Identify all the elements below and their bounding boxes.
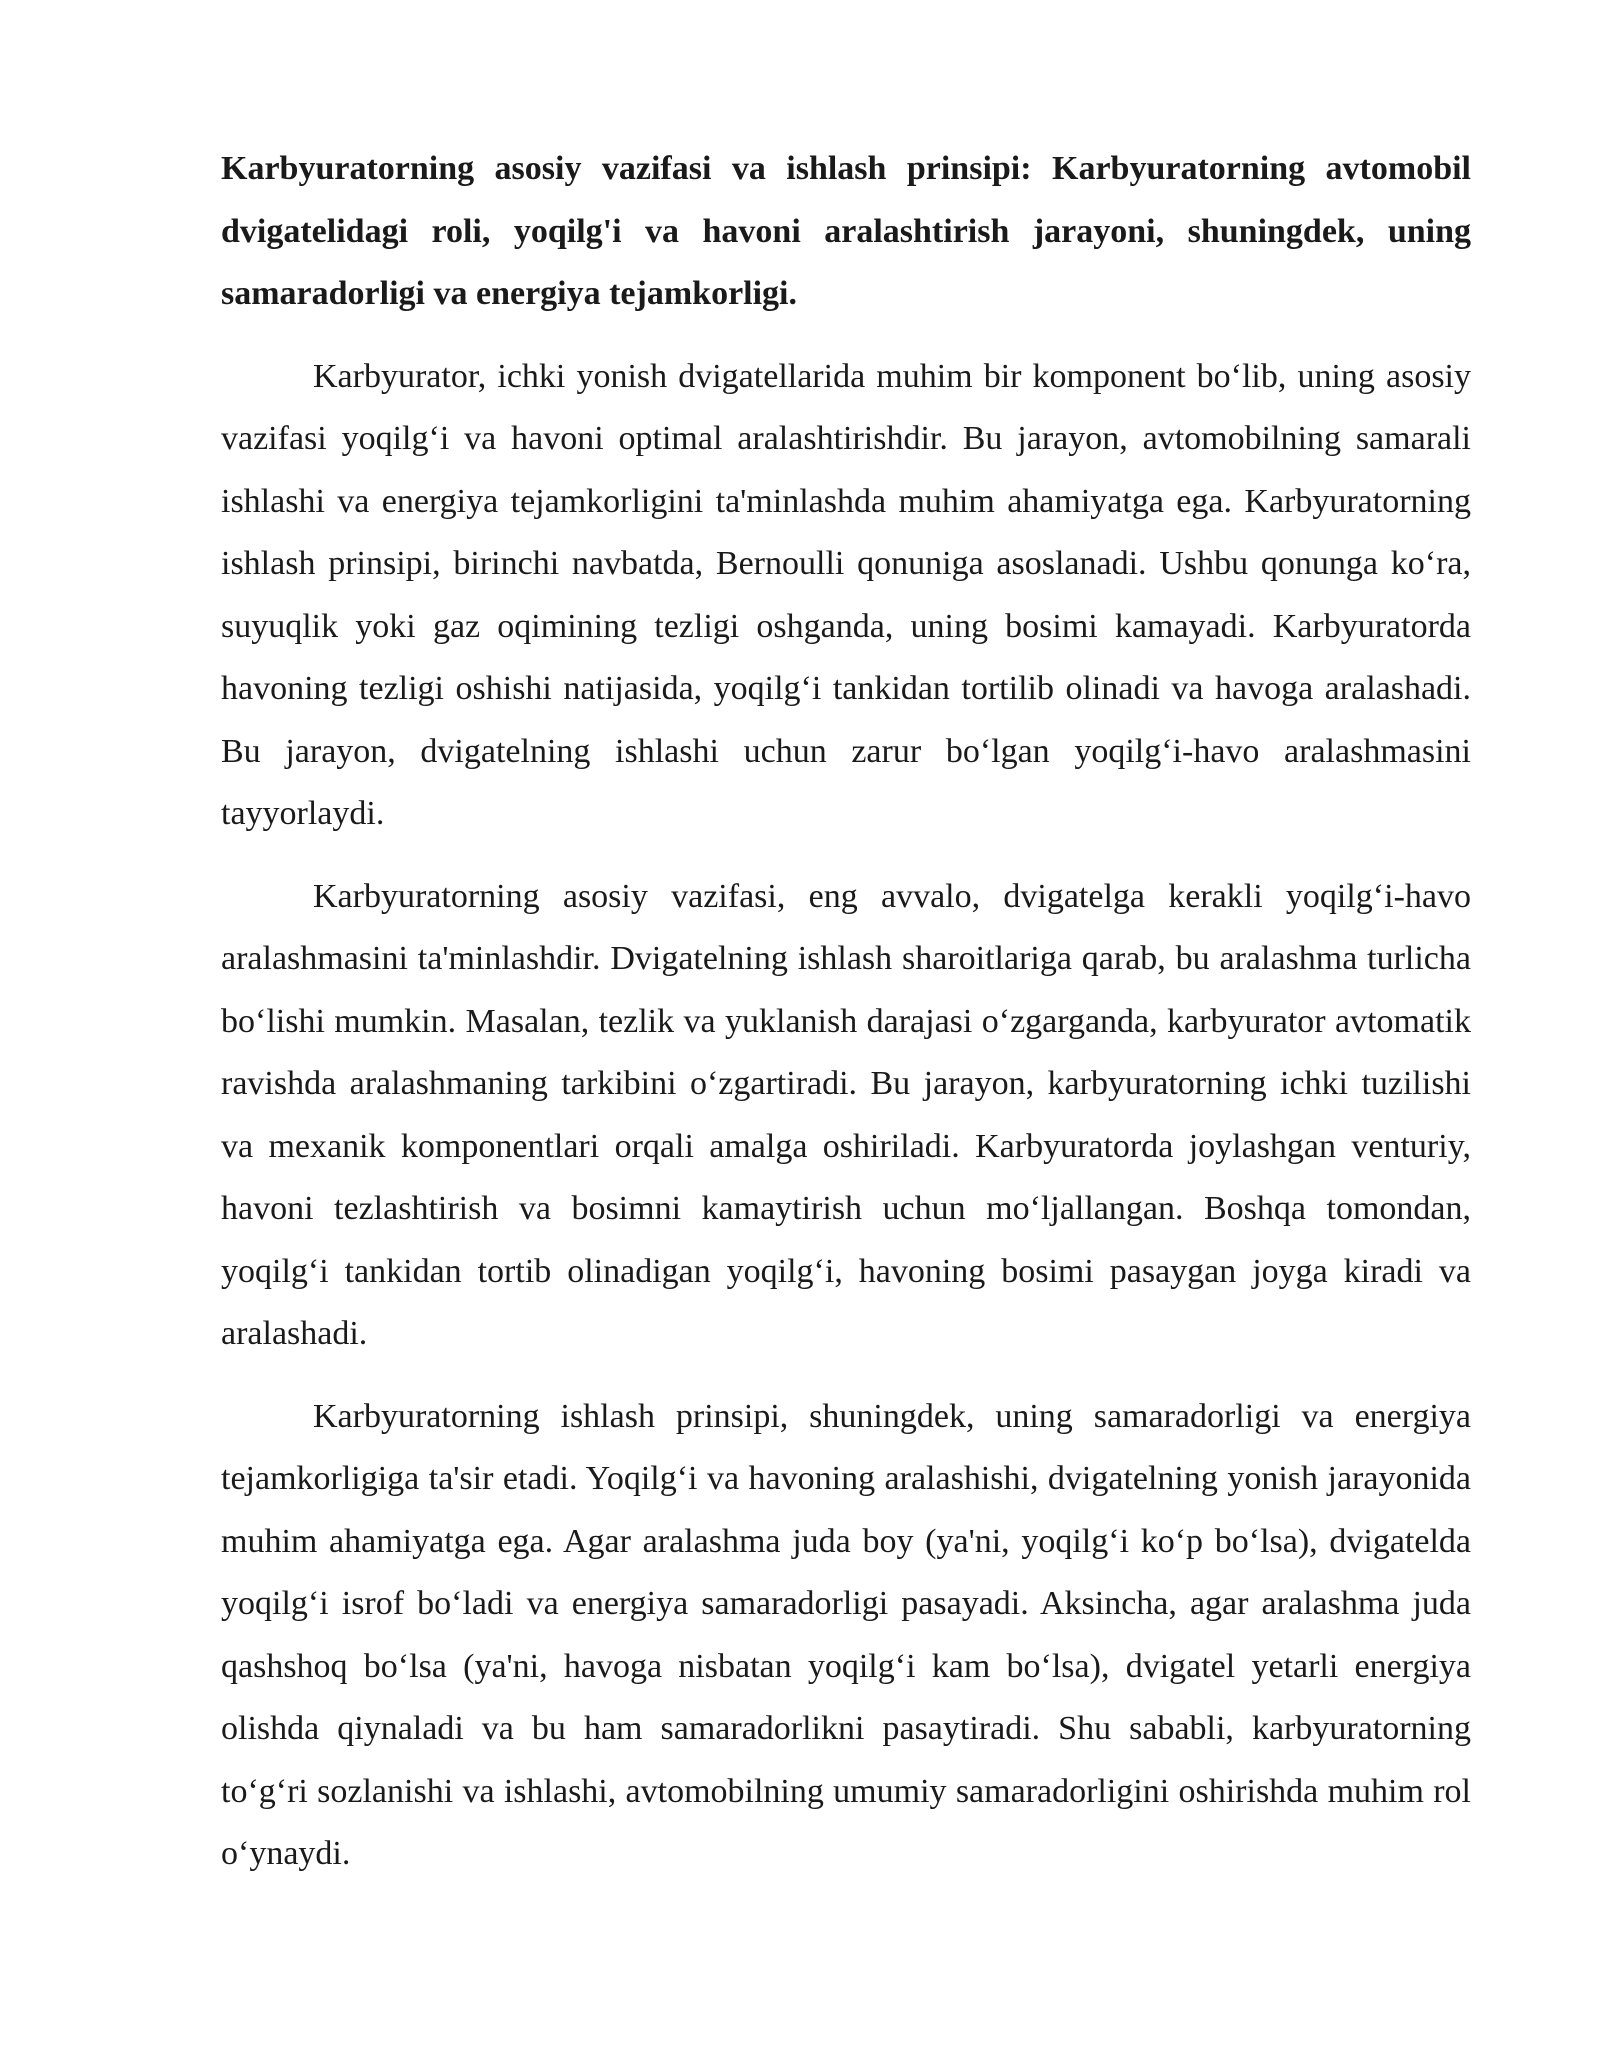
paragraph-1: Karbyurator, ichki yonish dvigatellarida muhim bir komponent bo‘lib, uning asosiy vazifasi yoqilg‘i va havoni optimal aralashtirishdir. Bu jarayon, avtomobilning samarali ishlashi va energiya tejamkorligini ta'minlashda muhim ahamiyatga ega. Karbyuratorning ishlash prinsipi, birinchi navbatda, Bernoulli qonuniga asoslanadi. Ushbu qonunga ko‘ra, suyuqlik yoki gaz oqimining tezligi oshganda, uning bosimi kamayadi. Karbyuratorda havoning tezligi oshishi natijasida, yoqilg‘i tankidan tortilib olinadi va havoga aralashadi. Bu jarayon, dvigatelning ishlashi uchun zarur bo‘lgan yoqilg‘i-havo aralashmasini tayyorlaydi.	[221, 357, 1471, 832]
document-title: Karbyuratorning asosiy vazifasi va ishlash prinsipi: Karbyuratorning avtomobil dvigatelidagi roli, yoqilg'i va havoni aralashtirish jarayoni, shuningdek, uning samaradorligi va energiya tejamkorligi.	[221, 150, 1471, 312]
document-page	[221, 138, 1471, 1906]
paragraph-2: Karbyuratorning asosiy vazifasi, eng avvalo, dvigatelga kerakli yoqilg‘i-havo aralashmasini ta'minlashdir. Dvigatelning ishlash sharoitlariga qarab, bu aralashma turlicha bo‘lishi mumkin. Masalan, tezlik va yuklanish darajasi o‘zgarganda, karbyurator avtomatik ravishda aralashmaning tarkibini o‘zgartiradi. Bu jarayon, karbyuratorning ichki tuzilishi va mexanik komponentlari orqali amalga oshiriladi. Karbyuratorda joylashgan venturiy, havoni tezlashtirish va bosimni kamaytirish uchun mo‘ljallangan. Boshqa tomondan, yoqilg‘i tankidan tortib olinadigan yoqilg‘i, havoning bosimi pasaygan joyga kiradi va aralashadi.	[221, 877, 1471, 1352]
paragraph-3: Karbyuratorning ishlash prinsipi, shuningdek, uning samaradorligi va energiya tejamkorligiga ta'sir etadi. Yoqilg‘i va havoning aralashishi, dvigatelning yonish jarayonida muhim ahamiyatga ega. Agar aralashma juda boy (ya'ni, yoqilg‘i ko‘p bo‘lsa), dvigatelda yoqilg‘i isrof bo‘ladi va energiya samaradorligi pasayadi. Aksincha, agar aralashma juda qashshoq bo‘lsa (ya'ni, havoga nisbatan yoqilg‘i kam bo‘lsa), dvigatel yetarli energiya olishda qiynaladi va bu ham samaradorlikni pasaytiradi. Shu sababli, karbyuratorning to‘g‘ri sozlanishi va ishlashi, avtomobilning umumiy samaradorligini oshirishda muhim rol o‘ynaydi.	[221, 1397, 1471, 1872]
